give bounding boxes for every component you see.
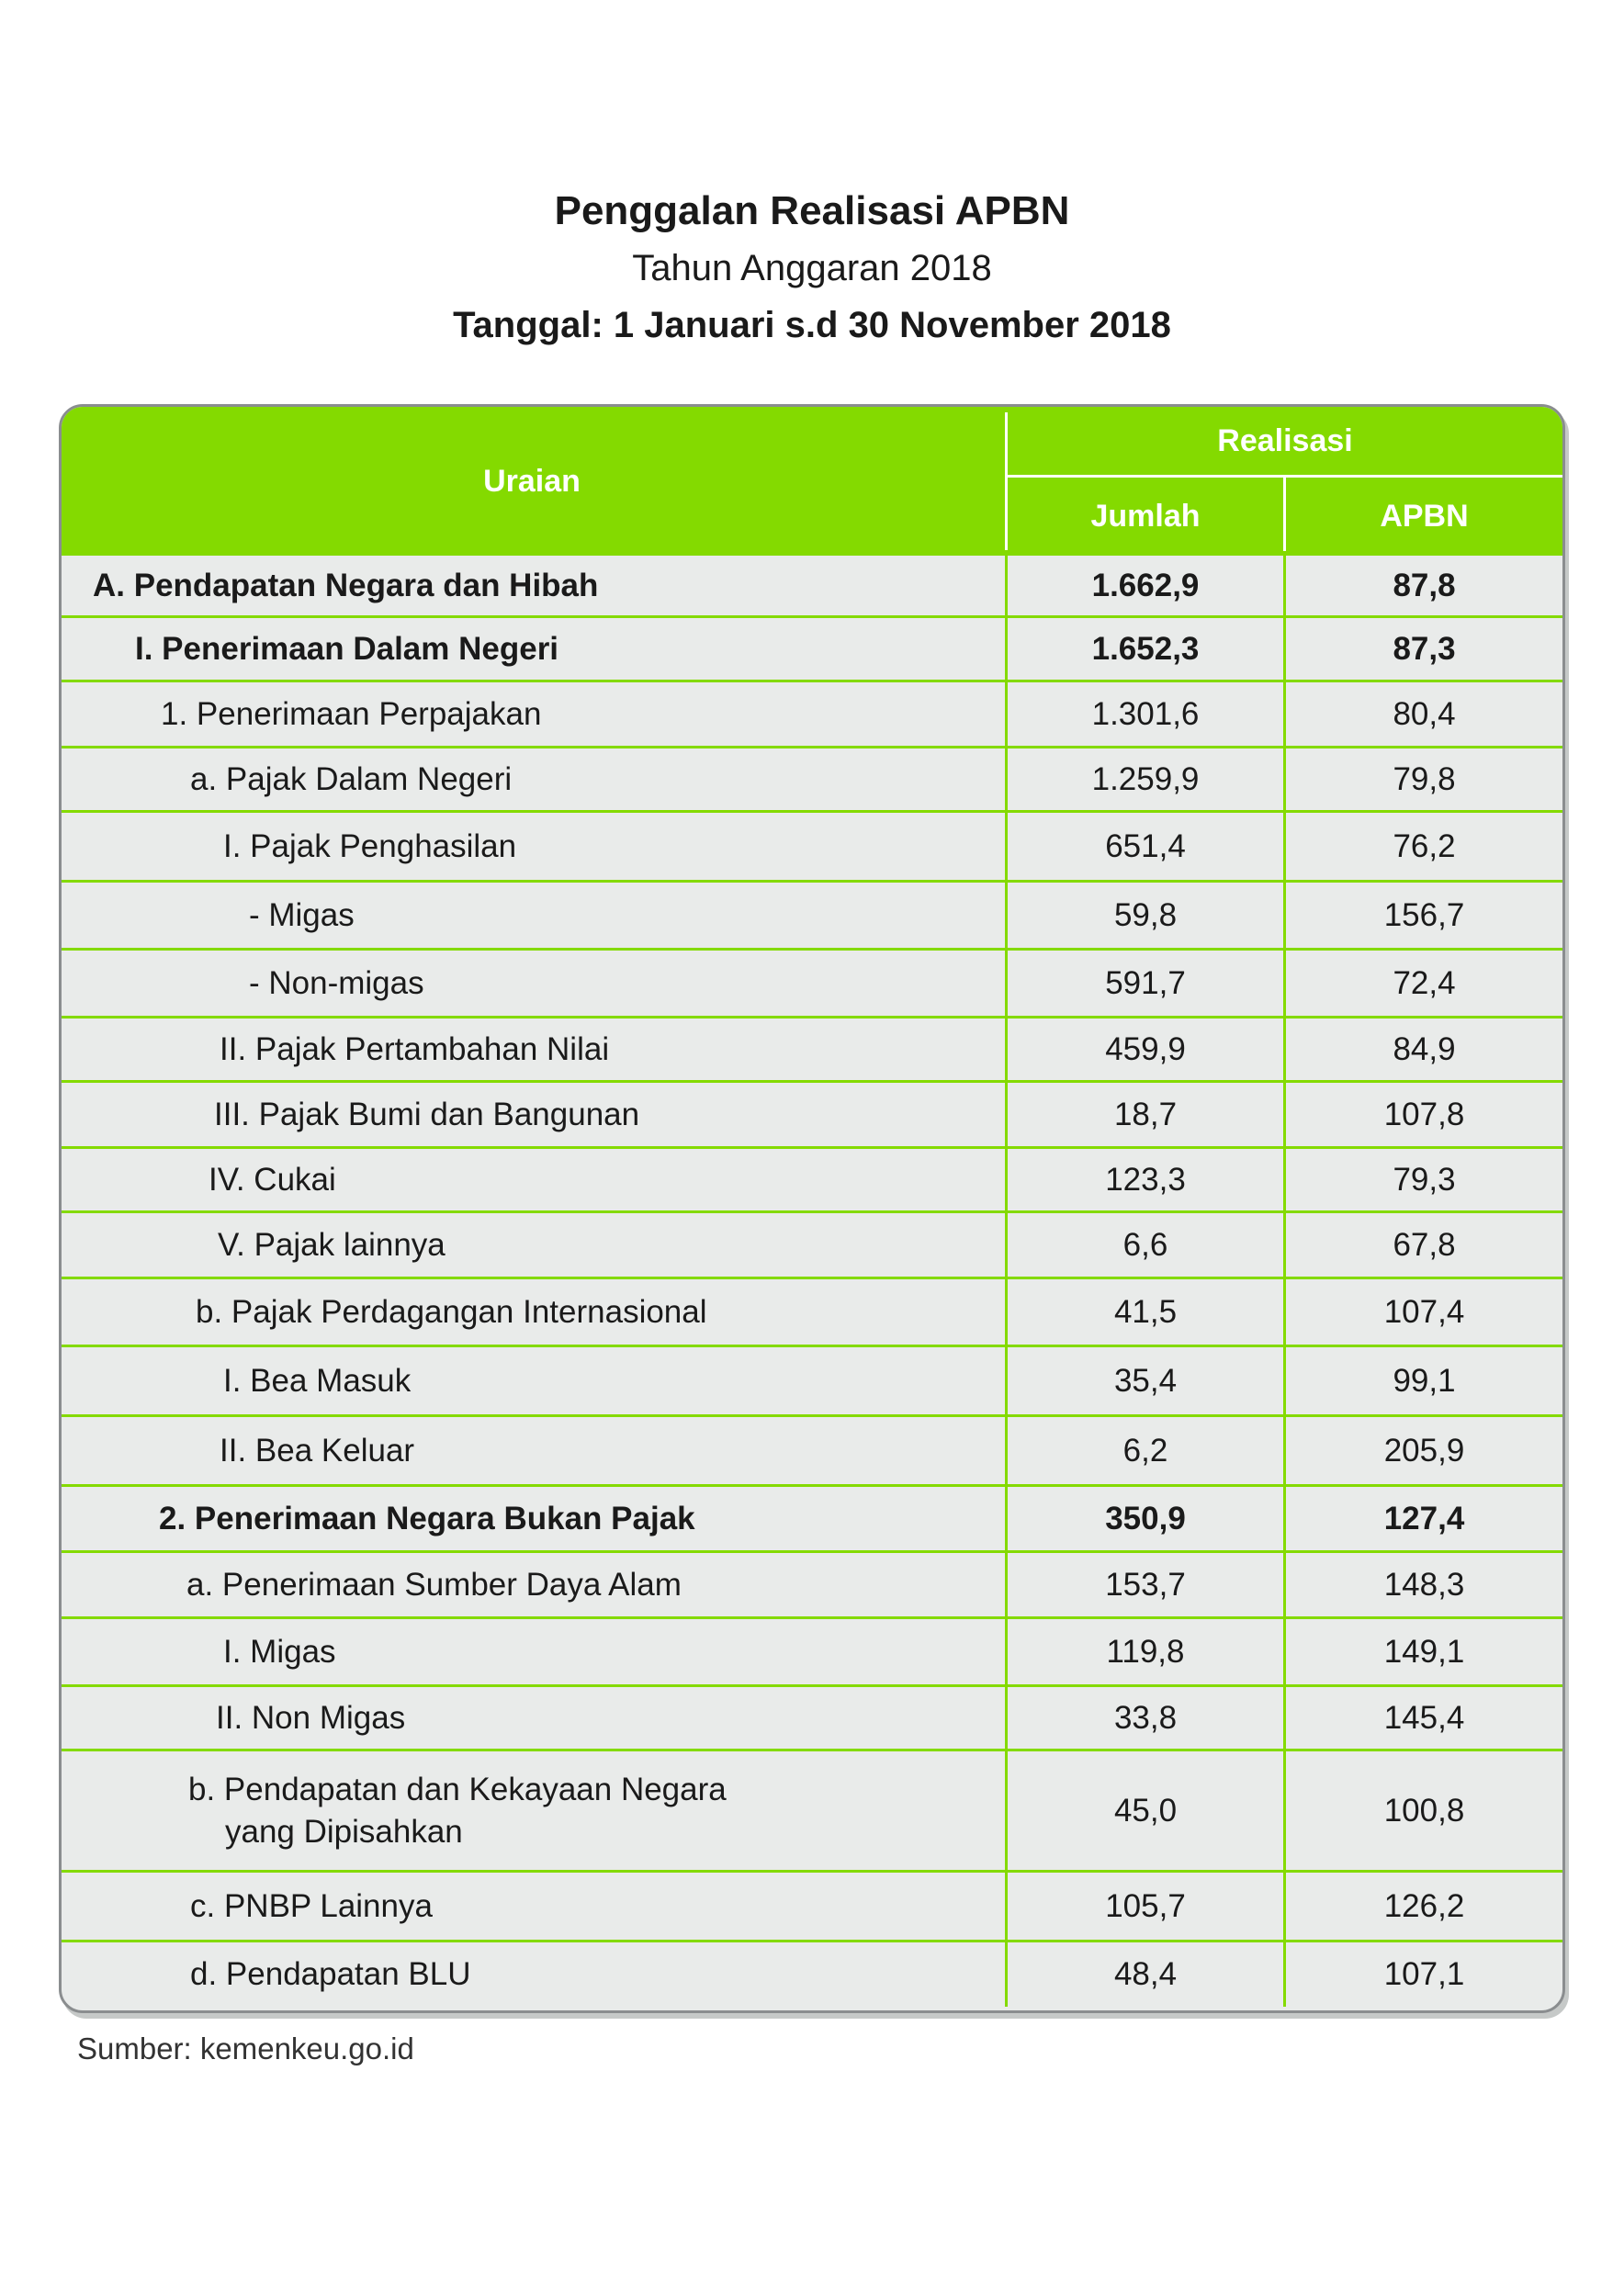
- row-jumlah: 459,9: [1005, 1019, 1283, 1080]
- row-label: II. Non Migas: [216, 1699, 406, 1736]
- row-apbn: 99,1: [1283, 1347, 1562, 1414]
- row-jumlah: 651,4: [1005, 813, 1283, 880]
- row-apbn: 87,3: [1283, 618, 1562, 680]
- table-row: [62, 813, 1562, 883]
- row-apbn: 72,4: [1283, 951, 1562, 1016]
- table-row: [62, 1279, 1562, 1347]
- row-apbn: 156,7: [1283, 883, 1562, 948]
- apbn-table: [59, 404, 1565, 2013]
- row-label: 1. Penerimaan Perpajakan: [161, 695, 542, 732]
- row-jumlah: 35,4: [1005, 1347, 1283, 1414]
- row-apbn: 79,8: [1283, 748, 1562, 810]
- row-jumlah: 45,0: [1005, 1751, 1283, 1870]
- title-block: [0, 184, 1624, 353]
- row-jumlah: 48,4: [1005, 1942, 1283, 2007]
- table-row: [62, 1687, 1562, 1751]
- row-apbn: 87,8: [1283, 556, 1562, 615]
- row-jumlah: 105,7: [1005, 1873, 1283, 1940]
- table-body: [62, 556, 1562, 2007]
- header-realisasi: Realisasi: [1217, 422, 1353, 458]
- date-range: Tanggal: 1 Januari s.d 30 November 2018: [453, 305, 1171, 345]
- row-apbn: 107,1: [1283, 1942, 1562, 2007]
- row-apbn: 127,4: [1283, 1487, 1562, 1550]
- row-jumlah: 350,9: [1005, 1487, 1283, 1550]
- row-label: IV. Cukai: [209, 1161, 336, 1198]
- row-label: 2. Penerimaan Negara Bukan Pajak: [159, 1500, 695, 1536]
- row-label: A. Pendapatan Negara dan Hibah: [93, 567, 599, 603]
- row-jumlah: 1.259,9: [1005, 748, 1283, 810]
- row-apbn: 145,4: [1283, 1687, 1562, 1749]
- source-note: Sumber: kemenkeu.go.id: [77, 2032, 414, 2065]
- row-jumlah: 6,2: [1005, 1417, 1283, 1484]
- table-row: [62, 883, 1562, 951]
- row-label: c. PNBP Lainnya: [190, 1887, 433, 1924]
- table-row: [62, 1942, 1562, 2007]
- row-label: I. Migas: [223, 1633, 336, 1670]
- page-title: Penggalan Realisasi APBN: [554, 188, 1070, 233]
- row-jumlah: 1.652,3: [1005, 618, 1283, 680]
- row-jumlah: 18,7: [1005, 1083, 1283, 1146]
- row-apbn: 67,8: [1283, 1213, 1562, 1277]
- row-apbn: 100,8: [1283, 1751, 1562, 1870]
- header-uraian: Uraian: [483, 463, 581, 499]
- row-label: II. Pajak Pertambahan Nilai: [220, 1030, 610, 1067]
- row-jumlah: 33,8: [1005, 1687, 1283, 1749]
- row-label: d. Pendapatan BLU: [190, 1956, 471, 1992]
- row-apbn: 80,4: [1283, 682, 1562, 746]
- row-label: - Non-migas: [249, 964, 424, 1001]
- table-row: [62, 618, 1562, 682]
- row-label: I. Penerimaan Dalam Negeri: [135, 630, 559, 667]
- row-jumlah: 591,7: [1005, 951, 1283, 1016]
- table-row: [62, 1751, 1562, 1873]
- table-row: [62, 682, 1562, 748]
- row-apbn: 126,2: [1283, 1873, 1562, 1940]
- table-row: [62, 1553, 1562, 1619]
- row-label-text: [188, 1769, 727, 1853]
- row-apbn: 148,3: [1283, 1553, 1562, 1616]
- table-row: [62, 1487, 1562, 1553]
- table-row: [62, 1213, 1562, 1279]
- row-apbn: 149,1: [1283, 1619, 1562, 1684]
- row-apbn: 76,2: [1283, 813, 1562, 880]
- row-apbn: 79,3: [1283, 1149, 1562, 1210]
- row-jumlah: 153,7: [1005, 1553, 1283, 1616]
- row-label: I. Pajak Penghasilan: [223, 827, 517, 864]
- row-apbn: 107,8: [1283, 1083, 1562, 1146]
- header-jumlah: Jumlah: [1090, 499, 1201, 534]
- row-label: - Migas: [249, 896, 355, 933]
- header-apbn: APBN: [1380, 499, 1469, 534]
- row-label: V. Pajak lainnya: [218, 1226, 445, 1263]
- table-row: [62, 951, 1562, 1019]
- row-apbn: 107,4: [1283, 1279, 1562, 1345]
- table-row: [62, 1347, 1562, 1417]
- row-label: a. Pajak Dalam Negeri: [190, 760, 513, 797]
- row-label: [62, 1751, 1005, 1870]
- table-header: [62, 407, 1562, 556]
- row-jumlah: 119,8: [1005, 1619, 1283, 1684]
- row-apbn: 205,9: [1283, 1417, 1562, 1484]
- table-row: [62, 1149, 1562, 1213]
- row-label: II. Bea Keluar: [220, 1432, 415, 1469]
- table-row: [62, 1619, 1562, 1687]
- row-label: I. Bea Masuk: [223, 1362, 412, 1399]
- row-apbn: 84,9: [1283, 1019, 1562, 1080]
- page-subtitle: Tahun Anggaran 2018: [632, 248, 992, 288]
- table-row: [62, 1873, 1562, 1942]
- row-jumlah: 1.301,6: [1005, 682, 1283, 746]
- row-jumlah: 1.662,9: [1005, 556, 1283, 615]
- row-label: III. Pajak Bumi dan Bangunan: [214, 1096, 640, 1132]
- row-jumlah: 123,3: [1005, 1149, 1283, 1210]
- table-row: [62, 1083, 1562, 1149]
- table-row: [62, 556, 1562, 618]
- row-label: a. Penerimaan Sumber Daya Alam: [186, 1566, 682, 1603]
- row-label-line: b. Pendapatan dan Kekayaan Negara: [188, 1771, 727, 1807]
- row-jumlah: 41,5: [1005, 1279, 1283, 1345]
- table-row: [62, 1417, 1562, 1487]
- row-label: b. Pajak Perdagangan Internasional: [196, 1293, 707, 1330]
- row-jumlah: 6,6: [1005, 1213, 1283, 1277]
- row-label-line: yang Dipisahkan: [225, 1813, 463, 1850]
- table-row: [62, 1019, 1562, 1083]
- table-row: [62, 748, 1562, 813]
- row-jumlah: 59,8: [1005, 883, 1283, 948]
